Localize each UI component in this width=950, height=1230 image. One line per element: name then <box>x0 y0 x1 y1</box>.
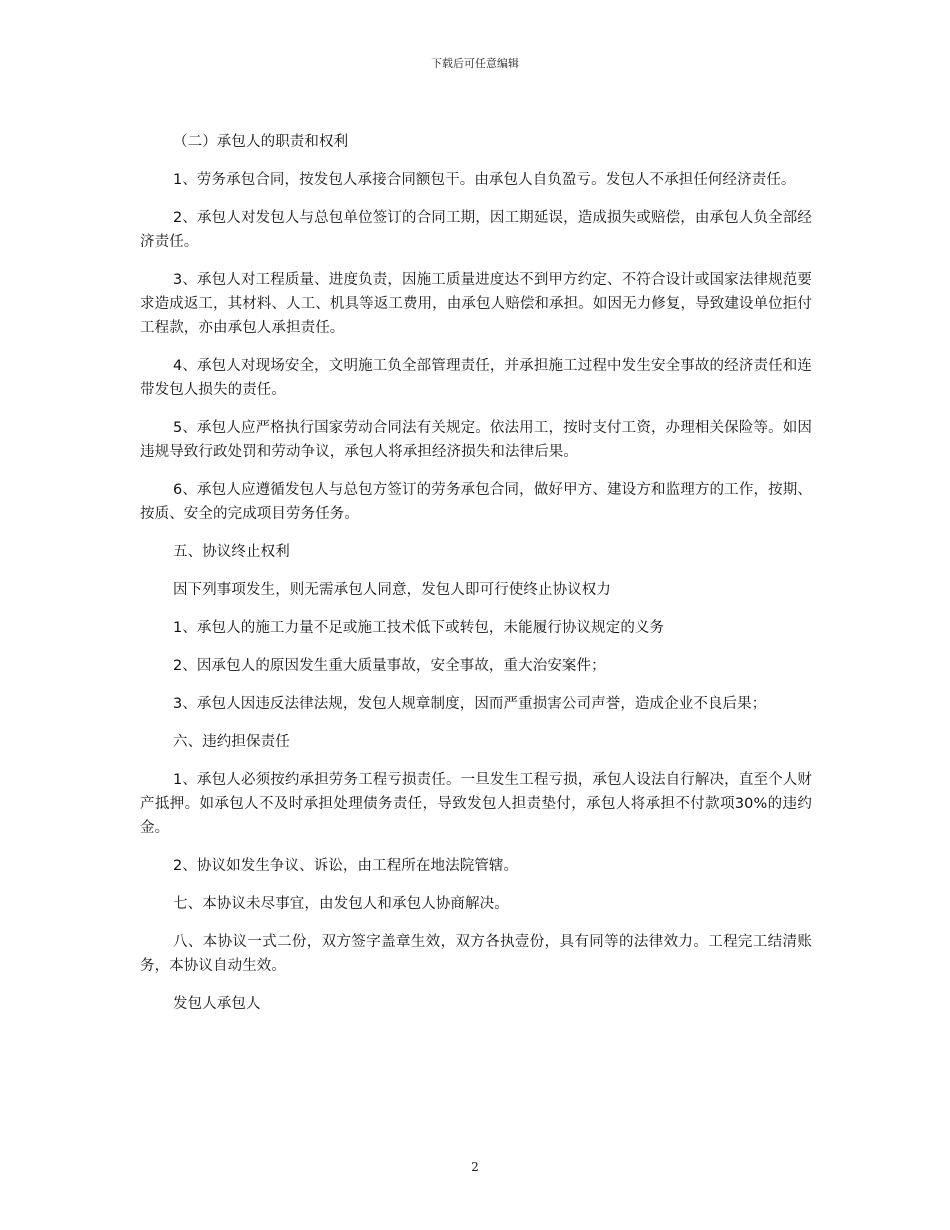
document-body <box>140 130 812 1030</box>
section-heading-copies: 八、本协议一式二份，双方签字盖章生效，双方各执壹份，具有同等的法律效力。工程完工结清账务，本协议自动生效。 <box>140 934 812 974</box>
section-heading-breach: 六、违约担保责任 <box>173 734 290 750</box>
clause-paragraph: 因下列事项发生，则无需承包人同意，发包人即可行使终止协议权力 <box>173 582 611 598</box>
clause-paragraph: 1、承包人必须按约承担劳务工程亏损责任。一旦发生工程亏损，承包人设法自行解决，直至个人财产抵押。如承包人不及时承担处理债务责任，导致发包人担责垫付，承包人将承担不付款项30%的违约金。 <box>140 772 812 836</box>
clause-paragraph: 2、因承包人的原因发生重大质量事故，安全事故，重大治安案件； <box>173 658 606 674</box>
clause-paragraph: 6、承包人应遵循发包人与总包方签订的劳务承包合同，做好甲方、建设方和监理方的工作，按期、按质、安全的完成项目劳务任务。 <box>140 482 812 522</box>
clause-paragraph: 4、承包人对现场安全，文明施工负全部管理责任，并承担施工过程中发生安全事故的经济责任和连带发包人损失的责任。 <box>140 358 812 398</box>
clause-paragraph: 3、承包人对工程质量、进度负责，因施工质量进度达不到甲方约定、不符合设计或国家法律规范要求造成返工，其材料、人工、机具等返工费用，由承包人赔偿和承担。如因无力修复，导致建设单位拒付工程款，亦由承包人承担责任。 <box>140 272 812 336</box>
clause-paragraph: 2、承包人对发包人与总包单位签订的合同工期，因工期延误，造成损失或赔偿，由承包人负全部经济责任。 <box>140 210 812 250</box>
clause-paragraph: 2、协议如发生争议、诉讼，由工程所在地法院管辖。 <box>173 858 519 874</box>
section-heading-contractor-duties: （二）承包人的职责和权利 <box>173 134 349 150</box>
clause-paragraph: 5、承包人应严格执行国家劳动合同法有关规定。依法用工，按时支付工资，办理相关保险等。如因违规导致行政处罚和劳动争议，承包人将承担经济损失和法律后果。 <box>140 420 812 460</box>
page-number: 2 <box>471 1160 479 1174</box>
section-heading-termination: 五、协议终止权利 <box>173 544 290 560</box>
clause-paragraph: 1、承包人的施工力量不足或施工技术低下或转包，未能履行协议规定的义务 <box>173 620 665 636</box>
clause-paragraph: 1、劳务承包合同，按发包人承接合同额包干。由承包人自负盈亏。发包人不承担任何经济责任。 <box>173 172 796 188</box>
section-heading-misc: 七、本协议未尽事宜，由发包人和承包人协商解决。 <box>173 896 509 912</box>
page-header: 下载后可任意编辑 <box>431 57 519 70</box>
clause-paragraph: 3、承包人因违反法律法规，发包人规章制度，因而严重损害公司声誉，造成企业不良后果； <box>173 696 767 712</box>
signature-line: 发包人承包人 <box>173 996 261 1012</box>
